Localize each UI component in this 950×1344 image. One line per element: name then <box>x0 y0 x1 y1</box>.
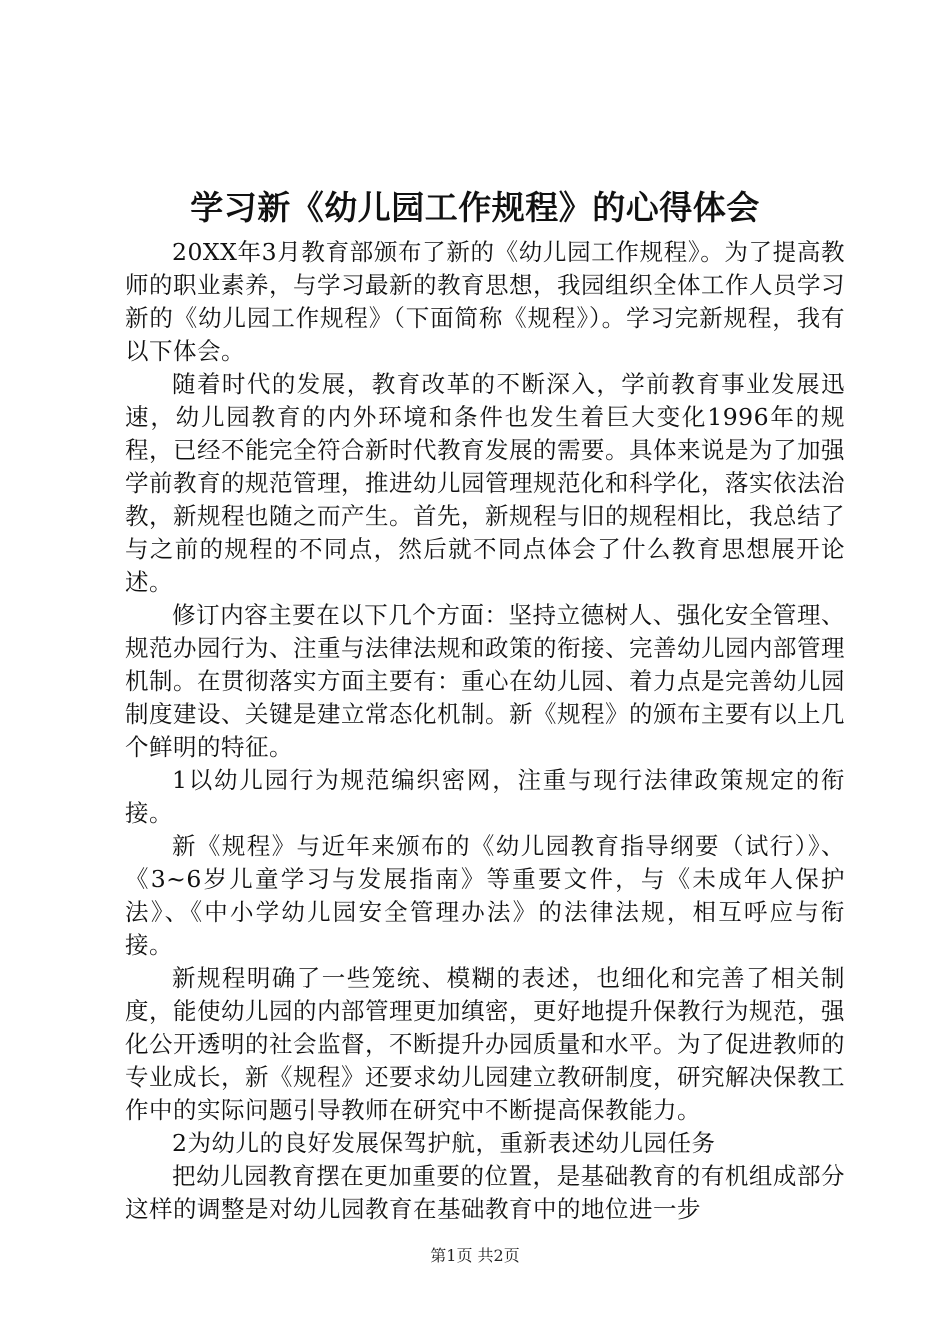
document-title: 学习新《幼儿园工作规程》的心得体会 <box>190 188 760 227</box>
paragraph: 2为幼儿的良好发展保驾护航，重新表述幼儿园任务 <box>172 1129 716 1157</box>
paragraph: 20XX年3月教育部颁布了新的《幼儿园工作规程》。为了提高教师的职业素养，与学习最新的教育思想，我园组织全体工作人员学习新的《幼儿园工作规程》（下面简称《规程》）。学习完新规程，我有以下体会。 <box>125 238 845 365</box>
page-number-footer: 第1页 共2页 <box>430 1246 520 1265</box>
paragraph: 随着时代的发展，教育改革的不断深入，学前教育事业发展迅速，幼儿园教育的内外环境和条件也发生着巨大变化1996年的规程，已经不能完全符合新时代教育发展的需要。具体来说是为了加强学前教育的规范管理，推进幼儿园管理规范化和科学化，落实依法治教，新规程也随之而产生。首先，新规程与旧的规程相比，我总结了与之前的规程的不同点，然后就不同点体会了什么教育思想展开论述。 <box>125 370 845 596</box>
paragraph: 1以幼儿园行为规范编织密网，注重与现行法律政策规定的衔接。 <box>125 766 845 827</box>
paragraph: 修订内容主要在以下几个方面：坚持立德树人、强化安全管理、规范办园行为、注重与法律法规和政策的衔接、完善幼儿园内部管理机制。在贯彻落实方面主要有：重心在幼儿园、着力点是完善幼儿园制度建设、关键是建立常态化机制。新《规程》的颁布主要有以上几个鲜明的特征。 <box>125 601 845 761</box>
paragraph: 新《规程》与近年来颁布的《幼儿园教育指导纲要（试行）》、《3~6岁儿童学习与发展指南》等重要文件，与《未成年人保护法》、《中小学幼儿园安全管理办法》的法律法规，相互呼应与衔接。 <box>125 832 845 959</box>
paragraph: 新规程明确了一些笼统、模糊的表述，也细化和完善了相关制度，能使幼儿园的内部管理更加缜密，更好地提升保教行为规范，强化公开透明的社会监督，不断提升办园质量和水平。为了促进教师的专业成长，新《规程》还要求幼儿园建立教研制度，研究解决保教工作中的实际问题引导教师在研究中不断提高保教能力。 <box>125 964 845 1124</box>
paragraph: 把幼儿园教育摆在更加重要的位置，是基础教育的有机组成部分这样的调整是对幼儿园教育在基础教育中的地位进一步 <box>125 1162 845 1223</box>
document-body <box>125 236 845 1226</box>
